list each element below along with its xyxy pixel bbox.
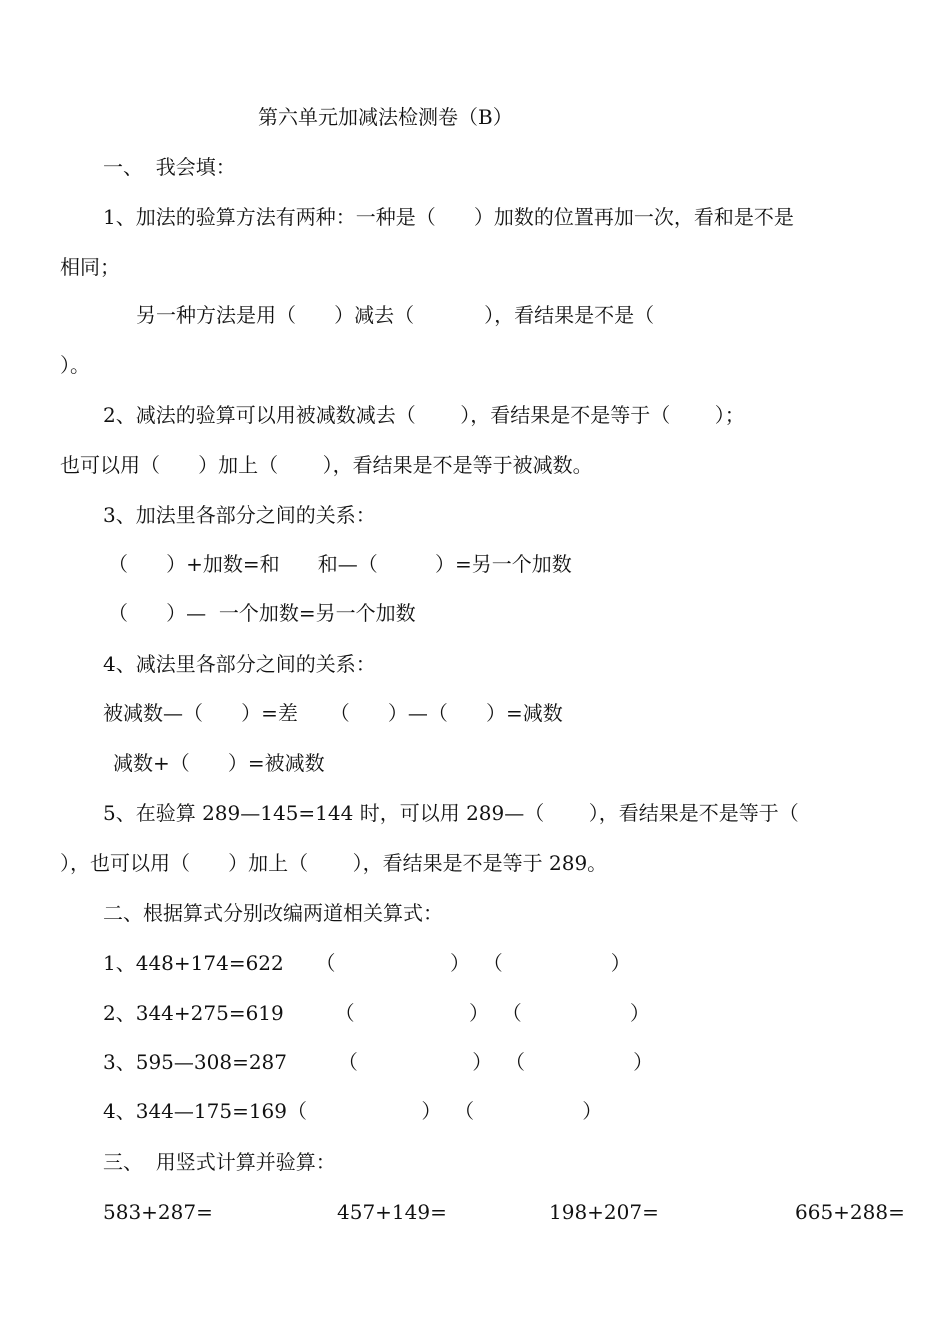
section-3-heading: 三、 用竖式计算并验算：: [103, 1150, 336, 1174]
q5-line2: ），也可以用（ ）加上（ ），看结果是不是等于 289。: [60, 851, 608, 875]
section-2-heading: 二、根据算式分别改编两道相关算式：: [103, 901, 443, 925]
rewrite-item-1: 1、448+174=622 （ ） （ ）: [103, 951, 631, 975]
calc-3: 198+207=: [549, 1200, 659, 1224]
q2-line2: 也可以用（ ）加上（ ），看结果是不是等于被减数。: [60, 453, 593, 477]
q1-line4: ）。: [60, 353, 90, 377]
calc-2: 457+149=: [337, 1200, 447, 1224]
q1-line3: 另一种方法是用（ ）减去（ ），看结果是不是（: [136, 303, 655, 327]
q4-line1: 被减数—（ ）=差 （ ）—（ ）=减数: [103, 701, 563, 725]
section-1-heading: 一、 我会填：: [103, 155, 236, 179]
q1-line1: 1、加法的验算方法有两种：一种是（ ）加数的位置再加一次，看和是不是: [103, 205, 794, 229]
q3-line1: （ ）+加数=和 和—（ ）=另一个加数: [108, 552, 572, 576]
rewrite-item-4: 4、344—175=169（ ） （ ）: [103, 1099, 603, 1123]
q1-line2: 相同；: [60, 255, 120, 279]
page-title: 第六单元加减法检测卷（B）: [258, 105, 513, 129]
calc-1: 583+287=: [103, 1200, 213, 1224]
calc-4: 665+288=: [795, 1200, 905, 1224]
rewrite-item-3: 3、595—308=287 （ ） （ ）: [103, 1050, 654, 1074]
rewrite-item-2: 2、344+275=619 （ ） （ ）: [103, 1001, 650, 1025]
q3-line2: （ ）— 一个加数=另一个加数: [108, 601, 416, 625]
q4-line2: 减数+（ ）=被减数: [113, 751, 325, 775]
q3-heading: 3、加法里各部分之间的关系：: [103, 503, 376, 527]
q5-line1: 5、在验算 289—145=144 时，可以用 289—（ ），看结果是不是等于（: [103, 801, 799, 825]
q4-heading: 4、减法里各部分之间的关系：: [103, 652, 376, 676]
q2-line1: 2、减法的验算可以用被减数减去（ ），看结果是不是等于（ ）；: [103, 403, 745, 427]
